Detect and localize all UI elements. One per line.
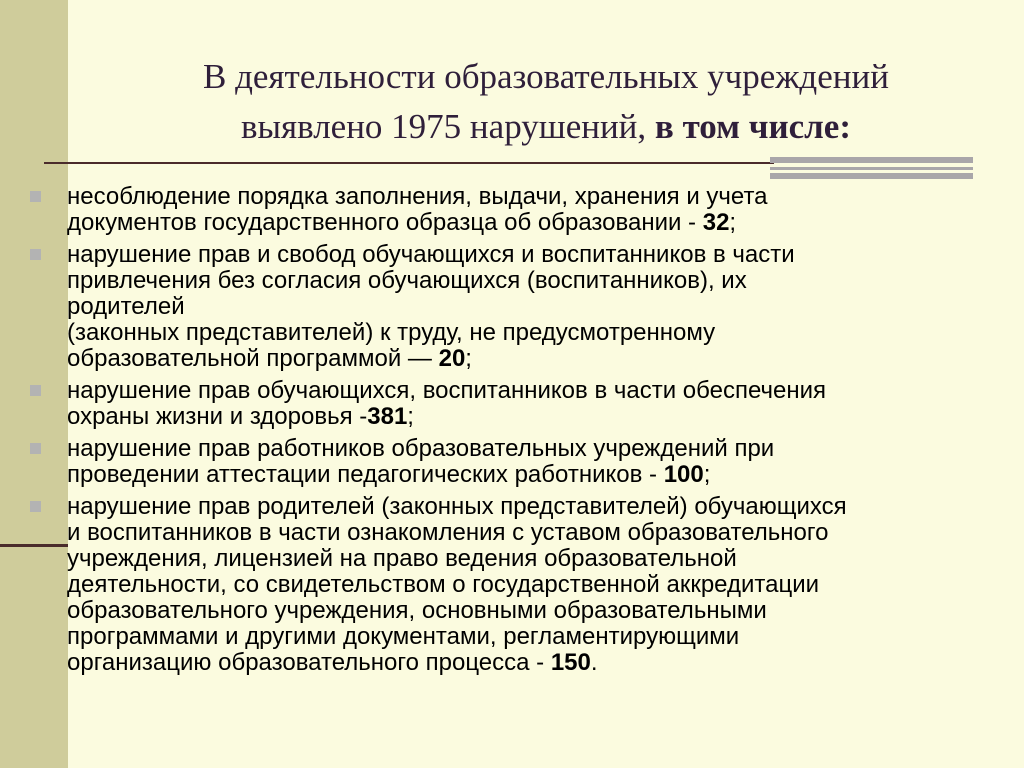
- list-item-text: нарушение прав обучающихся, воспитанников в части обеспечения: [67, 377, 827, 404]
- list-item-text: документов государственного образца об образовании -: [67, 209, 703, 236]
- list-item-punctuation: .: [590, 649, 598, 676]
- decorative-bar-bottom: [770, 173, 973, 179]
- list-item-text: и воспитанников в части ознакомления с уставом образовательного: [67, 519, 829, 546]
- list-item-text: привлечения без согласия обучающихся (воспитанников), их: [67, 267, 747, 294]
- list-item-text: охраны жизни и здоровья -: [67, 403, 368, 430]
- violation-count: 20: [438, 345, 466, 372]
- list-item: [30, 378, 1000, 430]
- list-item-punctuation: ;: [407, 403, 414, 430]
- list-item: [30, 436, 1000, 488]
- list-item-text: (законных представителей) к труду, не предусмотренному: [67, 319, 716, 346]
- slide-title: [68, 52, 1024, 152]
- violation-count: 32: [702, 209, 730, 236]
- list-item-text: образовательного учреждения, основными образовательными: [67, 597, 767, 624]
- list-item-text: образовательной программой —: [67, 345, 439, 372]
- list-item-punctuation: ;: [465, 345, 472, 372]
- list-item-text: нарушение прав работников образовательных учреждений при: [67, 435, 775, 462]
- square-bullet-icon: [30, 191, 41, 202]
- list-item-text: деятельности, со свидетельством о государственной аккредитации: [67, 571, 820, 598]
- decorative-bar-middle: [770, 167, 973, 170]
- violations-list: [30, 184, 1000, 682]
- title-line-2-bold: в том числе:: [654, 107, 851, 146]
- list-item-text: проведении аттестации педагогических работников -: [67, 461, 664, 488]
- title-divider: [44, 162, 774, 164]
- square-bullet-icon: [30, 501, 41, 512]
- list-item-text: программами и другими документами, регламентирующими: [67, 623, 740, 650]
- square-bullet-icon: [30, 385, 41, 396]
- list-item: [30, 494, 1000, 676]
- list-item-punctuation: ;: [703, 461, 711, 488]
- list-item-text: несоблюдение порядка заполнения, выдачи, хранения и учета: [67, 183, 768, 210]
- decorative-bar-top: [770, 157, 973, 163]
- square-bullet-icon: [30, 443, 41, 454]
- list-item-text: родителей: [67, 293, 185, 320]
- title-line-1: В деятельности образовательных учреждений: [203, 57, 889, 96]
- list-item: [30, 242, 1000, 372]
- title-line-2: [68, 102, 1024, 152]
- square-bullet-icon: [30, 249, 41, 260]
- list-item: [30, 184, 1000, 236]
- list-item-text: организацию образовательного процесса -: [67, 649, 551, 676]
- list-item-text: нарушение прав родителей (законных представителей) обучающихся: [67, 493, 847, 520]
- title-line-2-regular: выявлено 1975 нарушений,: [241, 107, 655, 146]
- list-item-punctuation: ;: [729, 209, 737, 236]
- list-item-text: нарушение прав и свобод обучающихся и воспитанников в части: [67, 241, 795, 268]
- list-item-text: учреждения, лицензией на право ведения образовательной: [67, 545, 737, 572]
- violation-count: 150: [550, 649, 591, 676]
- violation-count: 100: [663, 461, 704, 488]
- violation-count: 381: [367, 403, 408, 430]
